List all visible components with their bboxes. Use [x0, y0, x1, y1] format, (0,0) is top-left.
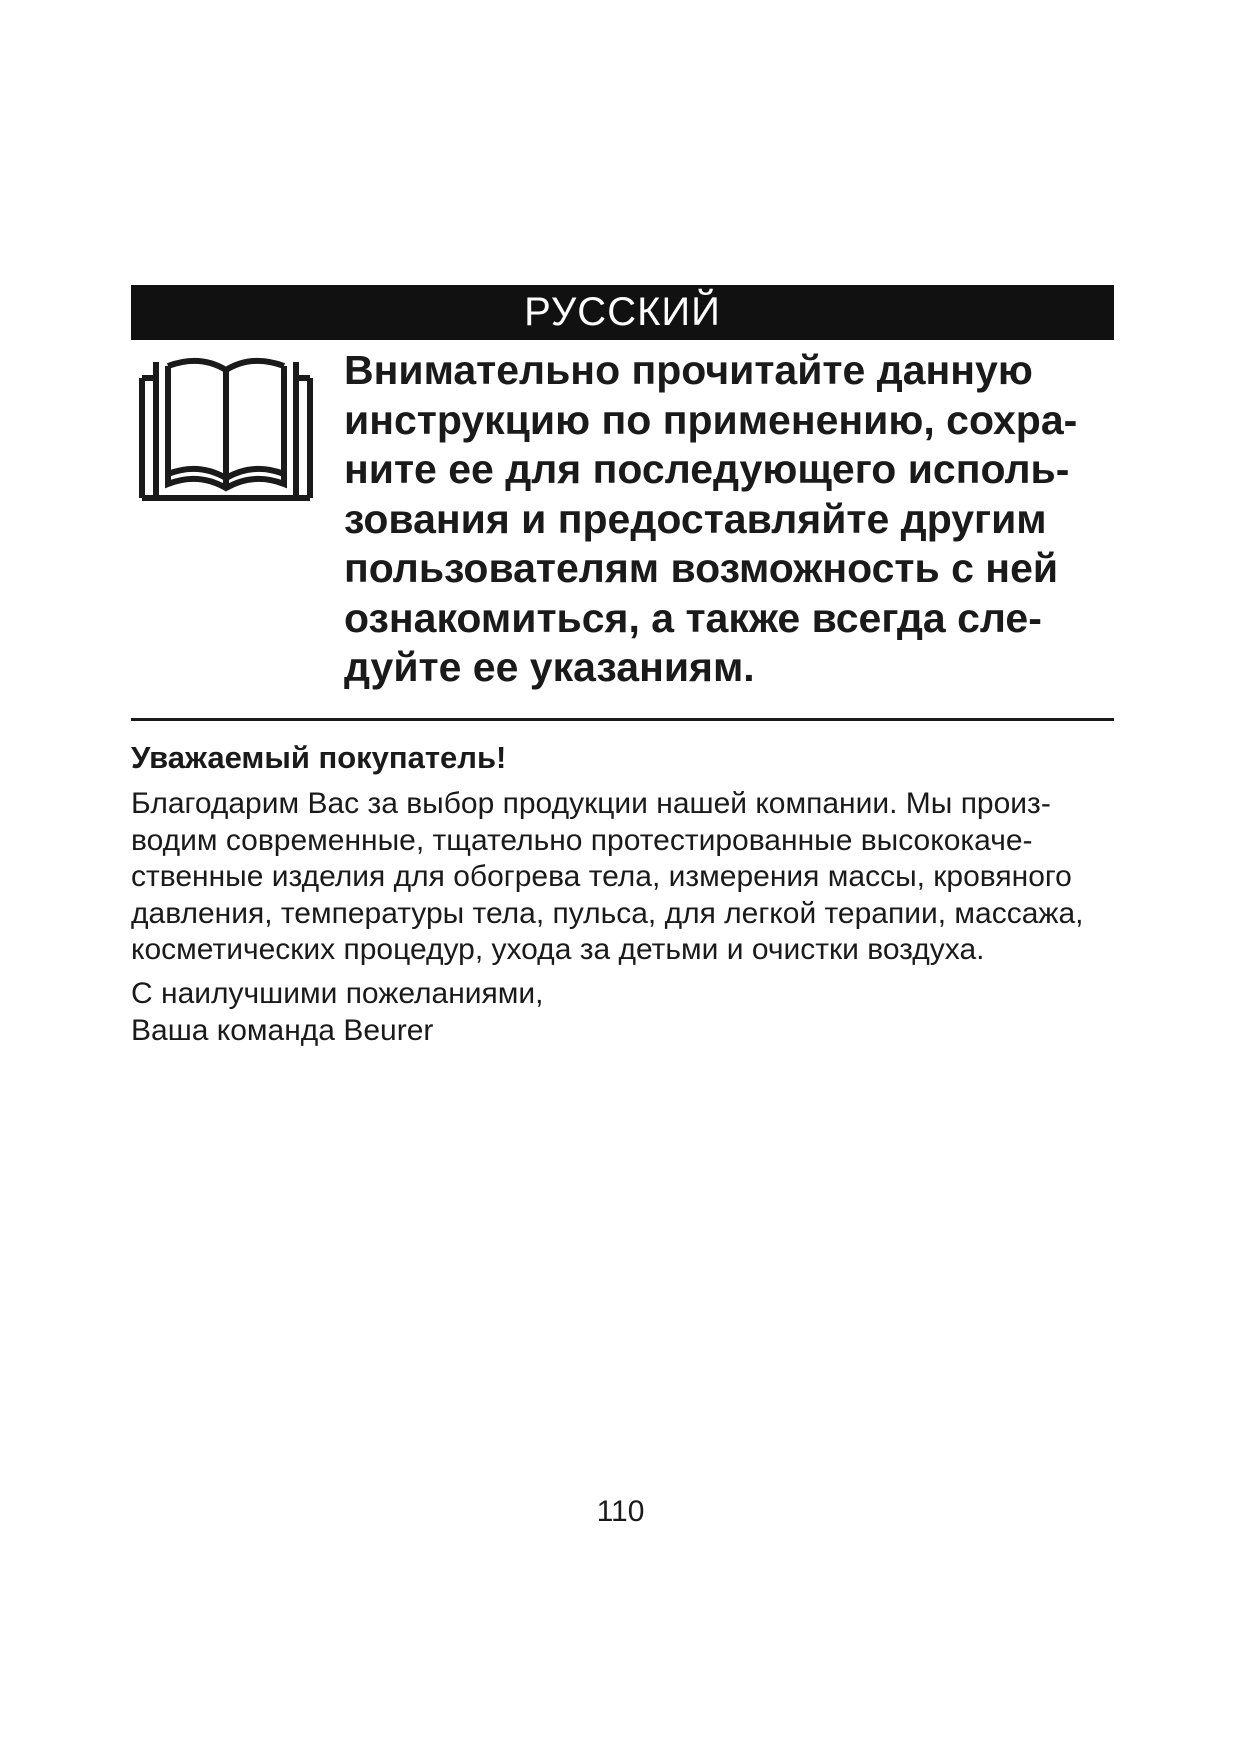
body-line: давления, температуры тела, пульса, для легкой терапии, массажа,	[131, 896, 1084, 930]
letter-signoff	[131, 976, 544, 1049]
body-line: ственные изделия для обогрева тела, измерения массы, кровяного	[131, 860, 1072, 893]
open-book-icon	[138, 356, 314, 504]
notice-line: ознакомиться, а также всегда сле-	[344, 594, 1042, 641]
greeting-heading: Уважаемый покупатель!	[131, 740, 507, 775]
section-divider	[131, 718, 1114, 721]
language-header	[131, 285, 1114, 340]
reading-notice	[344, 346, 1104, 693]
body-line: водим современные, тщательно протестированные высококаче-	[131, 823, 1033, 857]
notice-line: Внимательно прочитайте данную	[344, 347, 1033, 393]
body-line: Благодарим Вас за выбор продукции нашей компании. Мы произ-	[131, 787, 1051, 820]
notice-line: инструкцию по применению, сохра-	[344, 396, 1078, 443]
letter-body	[131, 786, 1121, 969]
page-number: 110	[596, 1495, 645, 1528]
body-line: косметических процедур, ухода за детьми и очистки воздуха.	[131, 933, 985, 966]
language-label: РУССКИЙ	[524, 290, 721, 334]
notice-line: дуйте ее указаниям.	[344, 644, 755, 690]
notice-line: пользователям возможность с ней	[344, 545, 1059, 591]
notice-line: ните ее для последующего исполь-	[344, 446, 1070, 492]
notice-line: зования и предоставляйте другим	[344, 495, 1047, 542]
signoff-line: Ваша команда Beurer	[131, 1013, 434, 1047]
signoff-line: С наилучшими пожеланиями,	[131, 977, 544, 1010]
